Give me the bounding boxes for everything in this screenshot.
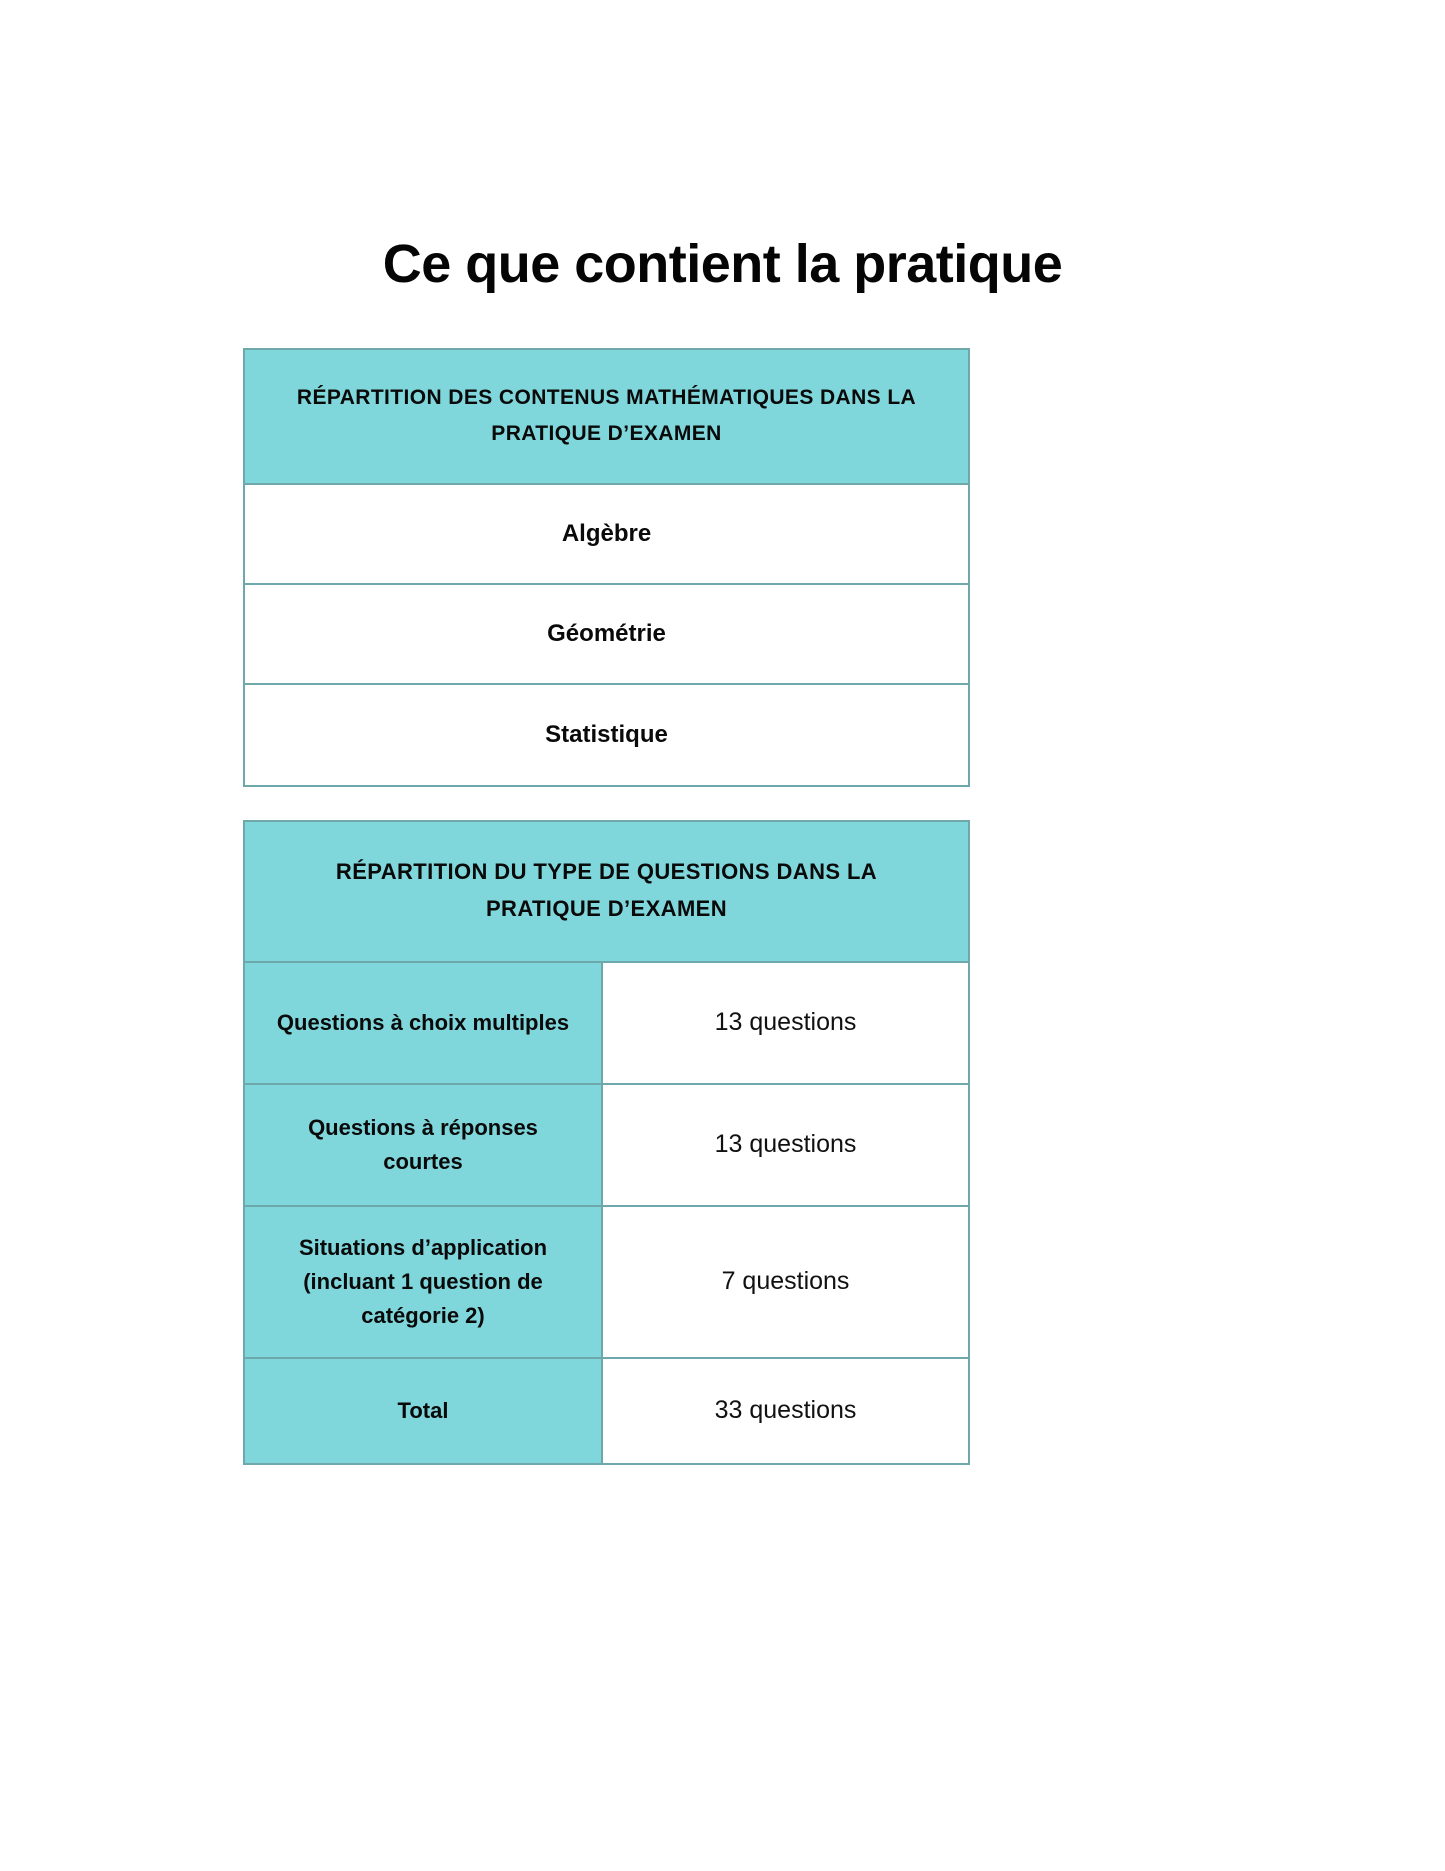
table-row: [245, 1085, 968, 1207]
table-math-contents: [243, 348, 970, 787]
table-cell-question-type: Questions à réponses courtes: [245, 1085, 603, 1205]
table-math-contents-header: RÉPARTITION DES CONTENUS MATHÉMATIQUES DANS LA PRATIQUE D’EXAMEN: [245, 350, 968, 485]
table-cell-subject: Géométrie: [547, 620, 666, 648]
table-cell-question-type: Situations d’application (incluant 1 question de catégorie 2): [245, 1207, 603, 1357]
table-row: [245, 685, 968, 785]
page-title: Ce que contient la pratique: [382, 234, 1063, 295]
table-cell-question-count: 13 questions: [603, 963, 968, 1083]
table-question-types-header: RÉPARTITION DU TYPE DE QUESTIONS DANS LA PRATIQUE D’EXAMEN: [245, 822, 968, 963]
table-row: [245, 485, 968, 585]
table-cell-question-type: Questions à choix multiples: [245, 963, 603, 1083]
table-cell-subject: Algèbre: [561, 520, 652, 548]
table-row: [245, 585, 968, 685]
table-row: [245, 1207, 968, 1359]
table-row-total: [245, 1359, 968, 1463]
table-cell-total-label: Total: [245, 1359, 603, 1463]
table-cell-question-count: 13 questions: [603, 1085, 968, 1205]
table-row: [245, 963, 968, 1085]
table-cell-total-count: 33 questions: [603, 1359, 968, 1463]
table-question-types: [243, 820, 970, 1465]
table-cell-question-count: 7 questions: [603, 1207, 968, 1357]
table-cell-subject: Statistique: [545, 721, 668, 749]
